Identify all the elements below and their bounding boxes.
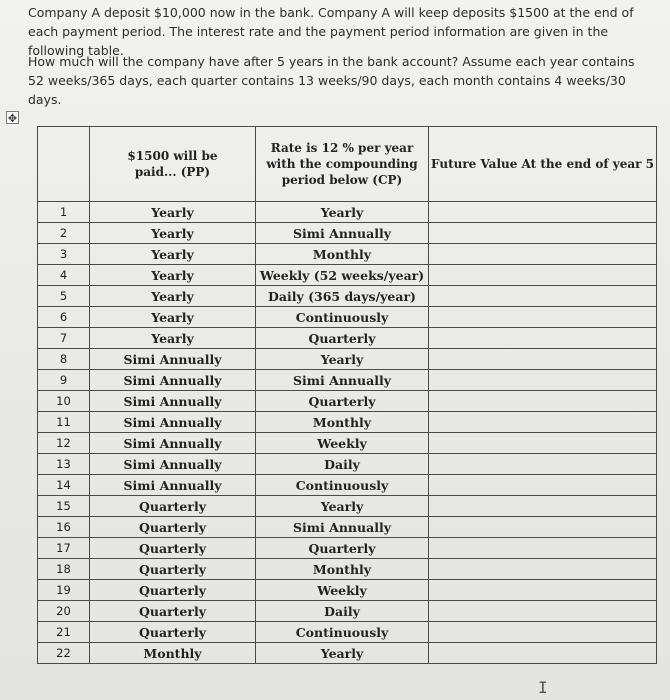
table-row — [38, 244, 657, 265]
future-value-cell[interactable] — [429, 559, 657, 580]
payment-period-cell: Quarterly — [90, 559, 256, 580]
payment-period-cell: Simi Annually — [90, 454, 256, 475]
row-number: 14 — [38, 475, 90, 496]
payment-period-cell: Simi Annually — [90, 370, 256, 391]
compounding-period-cell: Simi Annually — [256, 517, 429, 538]
header-index — [38, 127, 90, 202]
table-row — [38, 349, 657, 370]
compounding-period-cell: Continuously — [256, 622, 429, 643]
payment-period-cell: Quarterly — [90, 622, 256, 643]
payment-period-cell: Quarterly — [90, 496, 256, 517]
table-row — [38, 622, 657, 643]
future-value-cell[interactable] — [429, 307, 657, 328]
problem-intro-text: Company A deposit $10,000 now in the bank. Company A will keep deposits $1500 at the end of each payment period. The interest rate and the payment period information are given in the following table. — [28, 5, 634, 58]
future-value-cell[interactable] — [429, 496, 657, 517]
table-row — [38, 391, 657, 412]
compounding-period-cell: Simi Annually — [256, 370, 429, 391]
compounding-period-cell: Yearly — [256, 202, 429, 223]
problem-question-text: How much will the company have after 5 years in the bank account? Assume each year contains 52 weeks/365 days, each quarter contains 13 weeks/90 days, each month contains 4 weeks/30 days. — [28, 54, 635, 107]
table-row — [38, 433, 657, 454]
payment-period-cell: Simi Annually — [90, 391, 256, 412]
table-row — [38, 454, 657, 475]
row-number: 1 — [38, 202, 90, 223]
table-move-handle-icon[interactable]: ✥ — [7, 112, 18, 125]
row-number: 18 — [38, 559, 90, 580]
future-value-cell[interactable] — [429, 517, 657, 538]
payment-period-cell: Simi Annually — [90, 412, 256, 433]
future-value-cell[interactable] — [429, 622, 657, 643]
row-number: 3 — [38, 244, 90, 265]
compounding-period-cell: Daily (365 days/year) — [256, 286, 429, 307]
payment-period-cell: Yearly — [90, 223, 256, 244]
compounding-period-cell: Monthly — [256, 412, 429, 433]
future-value-cell[interactable] — [429, 370, 657, 391]
future-value-cell[interactable] — [429, 601, 657, 622]
table-row — [38, 370, 657, 391]
compounding-period-cell: Yearly — [256, 496, 429, 517]
table-row — [38, 286, 657, 307]
compounding-period-cell: Yearly — [256, 349, 429, 370]
compounding-period-cell: Monthly — [256, 244, 429, 265]
future-value-cell[interactable] — [429, 475, 657, 496]
table-row — [38, 496, 657, 517]
row-number: 7 — [38, 328, 90, 349]
row-number: 15 — [38, 496, 90, 517]
row-number: 9 — [38, 370, 90, 391]
compounding-period-cell: Weekly — [256, 580, 429, 601]
row-number: 17 — [38, 538, 90, 559]
row-number: 21 — [38, 622, 90, 643]
table-row — [38, 475, 657, 496]
row-number: 16 — [38, 517, 90, 538]
table-row — [38, 328, 657, 349]
row-number: 20 — [38, 601, 90, 622]
row-number: 22 — [38, 643, 90, 664]
row-number: 4 — [38, 265, 90, 286]
table-row — [38, 307, 657, 328]
payment-period-cell: Simi Annually — [90, 433, 256, 454]
header-payment-period: $1500 will be paid... (PP) — [90, 127, 256, 202]
row-number: 11 — [38, 412, 90, 433]
table-row — [38, 559, 657, 580]
payment-period-cell: Quarterly — [90, 580, 256, 601]
row-number: 8 — [38, 349, 90, 370]
compounding-period-cell: Quarterly — [256, 328, 429, 349]
future-value-cell[interactable] — [429, 538, 657, 559]
compounding-period-cell: Continuously — [256, 307, 429, 328]
payment-period-cell: Quarterly — [90, 601, 256, 622]
payment-period-cell: Yearly — [90, 328, 256, 349]
payment-period-cell: Yearly — [90, 202, 256, 223]
compounding-period-cell: Daily — [256, 601, 429, 622]
payment-schedule-table — [37, 126, 657, 664]
payment-period-cell: Yearly — [90, 244, 256, 265]
row-number: 5 — [38, 286, 90, 307]
row-number: 19 — [38, 580, 90, 601]
table-row — [38, 202, 657, 223]
text-cursor-icon: I — [538, 678, 548, 697]
row-number: 12 — [38, 433, 90, 454]
future-value-cell[interactable] — [429, 265, 657, 286]
future-value-cell[interactable] — [429, 391, 657, 412]
compounding-period-cell: Weekly (52 weeks/year) — [256, 265, 429, 286]
future-value-cell[interactable] — [429, 244, 657, 265]
compounding-period-cell: Quarterly — [256, 538, 429, 559]
compounding-period-cell: Continuously — [256, 475, 429, 496]
header-future-value: Future Value At the end of year 5 — [429, 127, 657, 202]
table-header-row — [38, 127, 657, 202]
compounding-period-cell: Daily — [256, 454, 429, 475]
table-row — [38, 517, 657, 538]
future-value-cell[interactable] — [429, 202, 657, 223]
payment-period-cell: Quarterly — [90, 538, 256, 559]
future-value-cell[interactable] — [429, 286, 657, 307]
row-number: 2 — [38, 223, 90, 244]
future-value-cell[interactable] — [429, 580, 657, 601]
future-value-cell[interactable] — [429, 223, 657, 244]
future-value-cell[interactable] — [429, 328, 657, 349]
compounding-period-cell: Weekly — [256, 433, 429, 454]
header-compounding-period: Rate is 12 % per year with the compounding period below (CP) — [256, 127, 429, 202]
table-row — [38, 223, 657, 244]
future-value-cell[interactable] — [429, 412, 657, 433]
table-row — [38, 643, 657, 664]
future-value-cell[interactable] — [429, 643, 657, 664]
payment-period-cell: Simi Annually — [90, 475, 256, 496]
compounding-period-cell: Quarterly — [256, 391, 429, 412]
future-value-cell[interactable] — [429, 454, 657, 475]
compounding-period-cell: Simi Annually — [256, 223, 429, 244]
table-row — [38, 412, 657, 433]
row-number: 13 — [38, 454, 90, 475]
table-row — [38, 580, 657, 601]
table-row — [38, 601, 657, 622]
table-row — [38, 265, 657, 286]
row-number: 10 — [38, 391, 90, 412]
future-value-cell[interactable] — [429, 433, 657, 454]
payment-period-cell: Simi Annually — [90, 349, 256, 370]
payment-period-cell: Yearly — [90, 286, 256, 307]
compounding-period-cell: Monthly — [256, 559, 429, 580]
payment-period-cell: Yearly — [90, 265, 256, 286]
payment-period-cell: Yearly — [90, 307, 256, 328]
payment-period-cell: Monthly — [90, 643, 256, 664]
future-value-cell[interactable] — [429, 349, 657, 370]
table-row — [38, 538, 657, 559]
payment-period-cell: Quarterly — [90, 517, 256, 538]
row-number: 6 — [38, 307, 90, 328]
compounding-period-cell: Yearly — [256, 643, 429, 664]
